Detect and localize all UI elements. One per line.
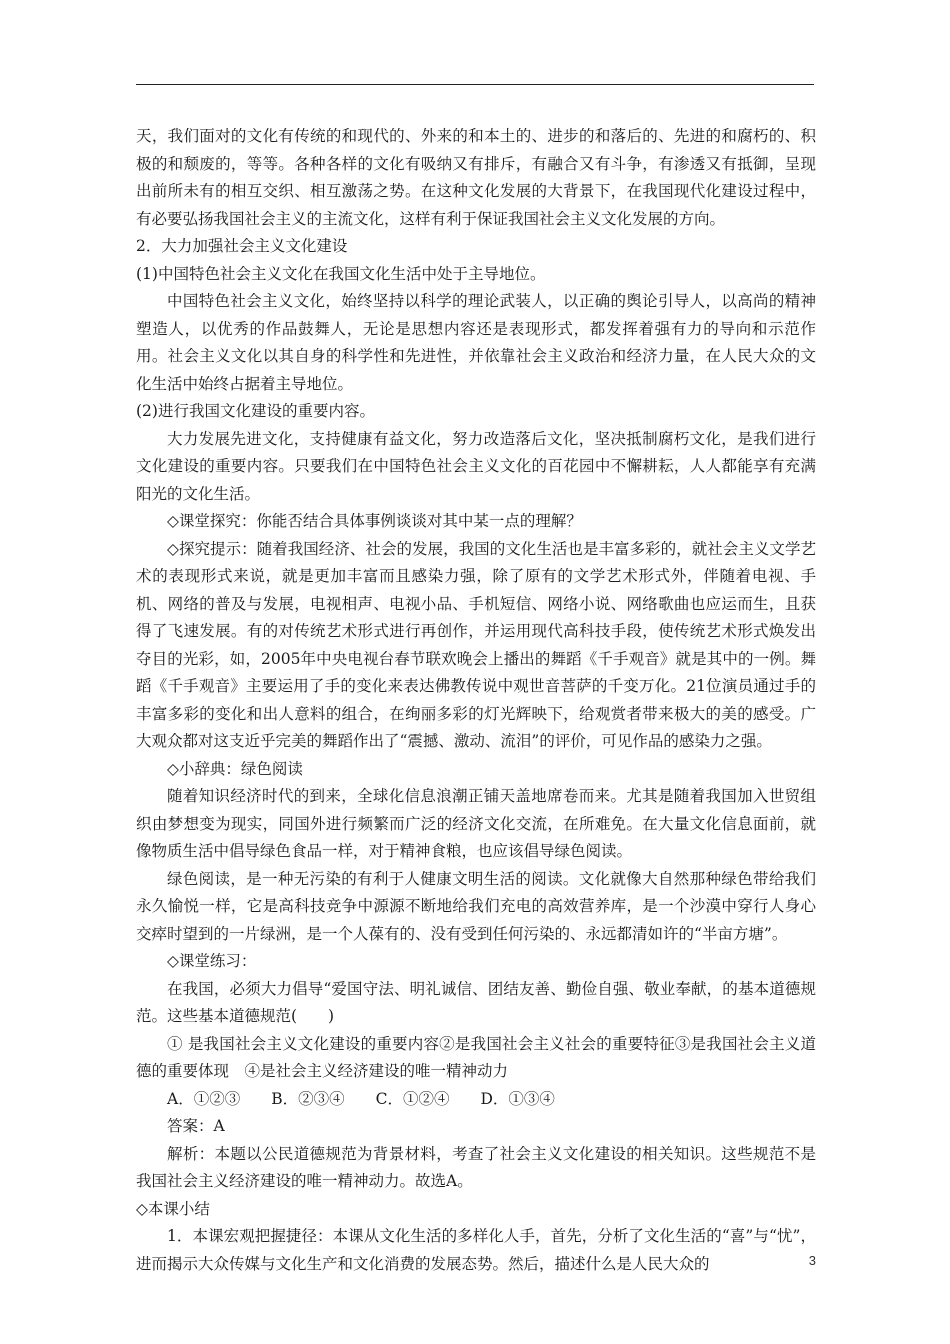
section-heading-2: 2．大力加强社会主义文化建设 <box>136 237 348 255</box>
glossary-heading: ◇小辞典：绿色阅读 <box>167 759 303 778</box>
exercise-question: 在我国，必须大力倡导“爱国守法、明礼诚信、团结友善、勤俭自强、敬业奉献，的基本道德规范。这些基本道德规范( ) <box>136 979 816 1025</box>
paragraph: 大力发展先进文化，支持健康有益文化，努力改造落后文化，坚决抵制腐朽文化，是我们进行文化建设的重要内容。只要我们在中国特色社会主义文化的百花园中不懈耕耘，人人都能享有充满阳光的文化生活。 <box>136 429 816 503</box>
subheading-2: (2)进行我国文化建设的重要内容。 <box>136 402 375 420</box>
page-number: 3 <box>808 1253 816 1268</box>
paragraph-continuation: 天，我们面对的文化有传统的和现代的、外来的和本土的、进步的和落后的、先进的和腐朽的、积极的和颓废的，等等。各种各样的文化有吸纳又有排斥，有融合又有斗争，有渗透又有抵御，呈现出前所未有的相互交织、相互激荡之势。在这种文化发展的大背景下，在我国现代化建设过程中，有必要弘扬我国社会主义的主流文化，这样有利于保证我国社会主义文化发展的方向。 <box>136 127 816 228</box>
paragraph: 绿色阅读，是一种无污染的有利于人健康文明生活的阅读。文化就像大自然那种绿色带给我们永久愉悦一样，它是高科技竞争中源源不断地给我们充电的高效营养库，是一个沙漠中穿行人身心交瘁时望到的一片绿洲，是一个人葆有的、没有受到任何污染的、永远都清如许的“半亩方塘”。 <box>136 869 816 943</box>
classroom-inquiry: ◇课堂探究：你能否结合具体事例谈谈对其中某一点的理解？ <box>167 512 582 530</box>
body-text <box>136 123 816 1278</box>
exercise-options: A．①②③ B．②③④ C．①②④ D．①③④ <box>167 1089 555 1108</box>
exercise-heading: ◇课堂练习： <box>167 952 257 970</box>
paragraph: 随着知识经济时代的到来，全球化信息浪潮正铺天盖地席卷而来。尤其是随着我国加入世贸组织由梦想变为现实，同国外进行频繁而广泛的经济文化交流，在所难免。在大量文化信息面前，就像物质生活中倡导绿色食品一样，对于精神食粮，也应该倡导绿色阅读。 <box>136 787 816 860</box>
lesson-summary-heading: ◇本课小结 <box>136 1199 210 1218</box>
inquiry-hint: ◇探究提示：随着我国经济、社会的发展，我国的文化生活也是丰富多彩的，就社会主义文学艺术的表现形式来说，就是更加丰富而且感染力强，除了原有的文学艺术形式外，伴随着电视、手机、网络的普及与发展，电视相声、电视小品、手机短信、网络小说、网络歌曲也应运而生，且获得了飞速发展。有的对传统艺术形式进行再创作，并运用现代高科技手段，使传统艺术形式焕发出夺目的光彩，如，2005年中央电视台春节联欢晚会上播出的舞蹈《千手观音》就是其中的一例。舞蹈《千手观音》主要运用了手的变化来表达佛教传说中观世音菩萨的千变万化。21位演员通过手的丰富多彩的变化和出人意料的组合，在绚丽多彩的灯光辉映下，给观赏者带来极大的美的感受。广大观众都对这支近乎完美的舞蹈作出了“震撼、激动、流泪”的评价，可见作品的感染力之强。 <box>136 539 816 750</box>
exercise-statements: ① 是我国社会主义文化建设的重要内容②是我国社会主义社会的重要特征③是我国社会主义道德的重要体现 ④是社会主义经济建设的唯一精神动力 <box>136 1034 816 1080</box>
lesson-summary-paragraph: 1．本课宏观把握捷径：本课从文化生活的多样化人手，首先，分析了文化生活的“喜”与“忧”，进而揭示大众传媒与文化生产和文化消费的发展态势。然后，描述什么是人民大众的 <box>136 1227 816 1273</box>
header-rule <box>136 84 814 85</box>
exercise-answer: 答案：A <box>167 1117 225 1135</box>
exercise-explanation: 解析：本题以公民道德规范为背景材料，考查了社会主义文化建设的相关知识。这些规范不是我国社会主义经济建设的唯一精神动力。故选A。 <box>136 1144 816 1190</box>
subheading-1: (1)中国特色社会主义文化在我国文化生活中处于主导地位。 <box>136 264 546 283</box>
paragraph: 中国特色社会主义文化，始终坚持以科学的理论武装人，以正确的舆论引导人，以高尚的精神塑造人，以优秀的作品鼓舞人，无论是思想内容还是表现形式，都发挥着强有力的导向和示范作用。社会主义文化以其自身的科学性和先进性，并依靠社会主义政治和经济力量，在人民大众的文化生活中始终占据着主导地位。 <box>136 292 816 393</box>
